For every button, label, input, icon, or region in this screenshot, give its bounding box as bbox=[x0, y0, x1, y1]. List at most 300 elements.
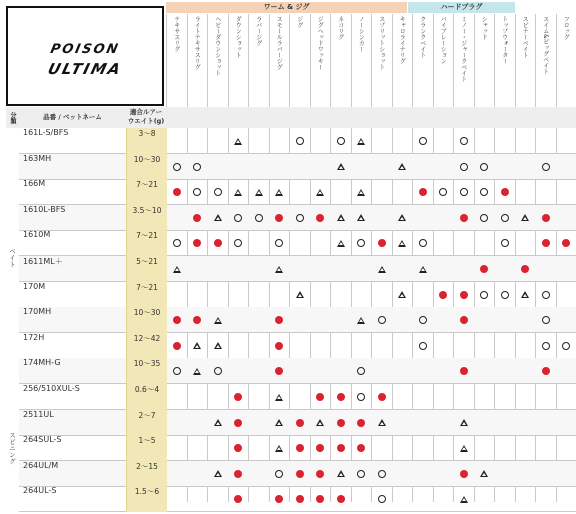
suitability-cell bbox=[208, 358, 227, 384]
suitability-cell bbox=[352, 256, 371, 282]
suitability-cell bbox=[413, 230, 432, 256]
suitability-cell bbox=[516, 128, 535, 154]
red-dot-icon bbox=[337, 393, 345, 401]
triangle-icon bbox=[193, 368, 201, 375]
suitability-cell bbox=[229, 128, 248, 154]
suitability-cell bbox=[229, 358, 248, 384]
column-header bbox=[187, 14, 208, 102]
suitability-cell bbox=[495, 384, 514, 410]
suitability-cell bbox=[393, 461, 412, 487]
triangle-icon bbox=[357, 138, 365, 145]
suitability-cell bbox=[188, 486, 207, 512]
suitability-cell bbox=[208, 179, 227, 205]
model-name: 264UL-S bbox=[23, 486, 57, 496]
suitability-cell bbox=[372, 128, 391, 154]
suitability-cell bbox=[352, 230, 371, 256]
suitability-cell bbox=[208, 435, 227, 461]
suitability-cell bbox=[249, 307, 268, 333]
column-header bbox=[556, 14, 576, 102]
suitability-cell bbox=[495, 461, 514, 487]
lure-weight: 0.6～4 bbox=[126, 384, 167, 410]
suitability-cell bbox=[270, 435, 289, 461]
column-header bbox=[289, 14, 310, 102]
column-header bbox=[371, 14, 392, 102]
suitability-cell bbox=[434, 358, 453, 384]
circle-icon bbox=[173, 367, 181, 375]
suitability-cell bbox=[495, 256, 514, 282]
lure-weight: 10～35 bbox=[126, 358, 167, 384]
suitability-cell bbox=[167, 230, 186, 256]
suitability-cell bbox=[536, 333, 555, 359]
suitability-cell bbox=[229, 410, 248, 436]
suitability-cell bbox=[495, 435, 514, 461]
lure-weight: 2～7 bbox=[126, 410, 167, 436]
suitability-cell bbox=[393, 128, 412, 154]
suitability-cell bbox=[516, 435, 535, 461]
suitability-cell bbox=[229, 282, 248, 308]
circle-icon bbox=[255, 214, 263, 222]
suitability-cell bbox=[229, 154, 248, 180]
table-row bbox=[19, 410, 576, 436]
suitability-cell bbox=[475, 256, 494, 282]
suitability-cell bbox=[516, 205, 535, 231]
suitability-cell bbox=[536, 384, 555, 410]
suitability-cell bbox=[331, 486, 350, 512]
suitability-cell bbox=[270, 358, 289, 384]
suitability-cell bbox=[331, 358, 350, 384]
suitability-cell bbox=[167, 410, 186, 436]
suitability-cell bbox=[557, 461, 576, 487]
suitability-cell bbox=[536, 358, 555, 384]
model-name: 256/510XUL-S bbox=[23, 384, 80, 393]
suitability-cell bbox=[311, 358, 330, 384]
circle-icon bbox=[173, 239, 181, 247]
suitability-cell bbox=[331, 333, 350, 359]
suitability-cell bbox=[434, 333, 453, 359]
lure-weight: 3.5～10 bbox=[126, 205, 167, 231]
suitability-cell bbox=[372, 410, 391, 436]
logo bbox=[6, 6, 164, 106]
suitability-cell bbox=[208, 230, 227, 256]
circle-icon bbox=[337, 137, 345, 145]
suitability-cell bbox=[270, 282, 289, 308]
suitability-cell bbox=[208, 410, 227, 436]
triangle-icon bbox=[255, 189, 263, 196]
suitability-cell bbox=[352, 333, 371, 359]
suitability-cell bbox=[331, 128, 350, 154]
suitability-cell bbox=[331, 179, 350, 205]
suitability-cell bbox=[495, 230, 514, 256]
red-dot-icon bbox=[542, 239, 550, 247]
suitability-cell bbox=[454, 333, 473, 359]
red-dot-icon bbox=[337, 444, 345, 452]
suitability-cell bbox=[188, 358, 207, 384]
suitability-cell bbox=[434, 435, 453, 461]
suitability-cell bbox=[311, 154, 330, 180]
category-bait: ベイト bbox=[8, 248, 16, 268]
suitability-cell bbox=[413, 307, 432, 333]
suitability-cell bbox=[516, 410, 535, 436]
suitability-cell bbox=[536, 282, 555, 308]
suitability-cell bbox=[475, 230, 494, 256]
suitability-cell bbox=[270, 410, 289, 436]
table-row bbox=[19, 384, 576, 410]
triangle-icon bbox=[357, 317, 365, 324]
suitability-cell bbox=[557, 384, 576, 410]
red-dot-icon bbox=[296, 495, 304, 503]
column-header-label: スピナーベイト bbox=[521, 16, 529, 58]
triangle-icon bbox=[234, 138, 242, 145]
suitability-cell bbox=[454, 435, 473, 461]
suitability-cell bbox=[454, 461, 473, 487]
suitability-cell bbox=[352, 179, 371, 205]
triangle-icon bbox=[521, 291, 529, 298]
triangle-icon bbox=[378, 419, 386, 426]
red-dot-icon bbox=[316, 214, 324, 222]
suitability-cell bbox=[475, 486, 494, 512]
suitability-cell bbox=[393, 154, 412, 180]
red-dot-icon bbox=[214, 239, 222, 247]
suitability-cell bbox=[372, 333, 391, 359]
column-header bbox=[392, 14, 413, 102]
column-header-label: スモールラバージグ bbox=[275, 16, 283, 70]
suitability-cell bbox=[167, 307, 186, 333]
circle-icon bbox=[214, 367, 222, 375]
suitability-cell bbox=[229, 384, 248, 410]
triangle-icon bbox=[214, 470, 222, 477]
suitability-cell bbox=[290, 333, 309, 359]
red-dot-icon bbox=[460, 367, 468, 375]
suitability-cell bbox=[290, 179, 309, 205]
triangle-icon bbox=[521, 214, 529, 221]
triangle-icon bbox=[460, 445, 468, 452]
suitability-cell bbox=[495, 333, 514, 359]
suitability-cell bbox=[208, 307, 227, 333]
column-header bbox=[207, 14, 228, 102]
suitability-cell bbox=[229, 435, 248, 461]
triangle-icon bbox=[214, 419, 222, 426]
table-row bbox=[19, 256, 576, 282]
suitability-cell bbox=[475, 282, 494, 308]
suitability-cell bbox=[249, 128, 268, 154]
triangle-icon bbox=[275, 394, 283, 401]
suitability-cell bbox=[475, 128, 494, 154]
suitability-cell bbox=[393, 410, 412, 436]
column-header bbox=[453, 14, 474, 102]
triangle-icon bbox=[275, 189, 283, 196]
suitability-cell bbox=[434, 486, 453, 512]
column-header-label: クランクベイト bbox=[418, 16, 426, 58]
triangle-icon bbox=[398, 163, 406, 170]
suitability-cell bbox=[290, 410, 309, 436]
circle-icon bbox=[480, 163, 488, 171]
suitability-cell bbox=[454, 128, 473, 154]
red-dot-icon bbox=[275, 367, 283, 375]
suitability-cell bbox=[372, 282, 391, 308]
column-header-label: テキサスリグ bbox=[172, 16, 180, 52]
suitability-cell bbox=[454, 256, 473, 282]
suitability-cell bbox=[249, 205, 268, 231]
red-dot-icon bbox=[173, 342, 181, 350]
suitability-cell bbox=[475, 179, 494, 205]
suitability-cell bbox=[270, 486, 289, 512]
suitability-cell bbox=[331, 282, 350, 308]
triangle-icon bbox=[398, 240, 406, 247]
table-row bbox=[19, 435, 576, 461]
suitability-cell bbox=[475, 384, 494, 410]
red-dot-icon bbox=[521, 265, 529, 273]
triangle-icon bbox=[234, 189, 242, 196]
suitability-cell bbox=[413, 486, 432, 512]
suitability-cell bbox=[270, 384, 289, 410]
circle-icon bbox=[562, 342, 570, 350]
suitability-cell bbox=[536, 307, 555, 333]
suitability-cell bbox=[311, 256, 330, 282]
suitability-cell bbox=[557, 256, 576, 282]
triangle-icon bbox=[460, 496, 468, 503]
suitability-cell bbox=[311, 333, 330, 359]
red-dot-icon bbox=[439, 291, 447, 299]
lure-weight: 7～21 bbox=[126, 230, 167, 256]
group-hard-plug: ハードプラグ bbox=[408, 2, 515, 13]
red-dot-icon bbox=[562, 239, 570, 247]
suitability-cell bbox=[229, 333, 248, 359]
column-header bbox=[535, 14, 556, 102]
circle-icon bbox=[480, 188, 488, 196]
table-row bbox=[19, 358, 576, 384]
logo-line-2: ULTIMA bbox=[45, 60, 125, 78]
table-row bbox=[19, 154, 576, 180]
suitability-cell bbox=[331, 384, 350, 410]
red-dot-icon bbox=[357, 419, 365, 427]
suitability-cell bbox=[413, 461, 432, 487]
suitability-cell bbox=[290, 435, 309, 461]
suitability-cell bbox=[536, 486, 555, 512]
suitability-cell bbox=[434, 307, 453, 333]
suitability-cell bbox=[270, 205, 289, 231]
suitability-cell bbox=[454, 154, 473, 180]
red-dot-icon bbox=[542, 367, 550, 375]
circle-icon bbox=[234, 239, 242, 247]
suitability-cell bbox=[352, 282, 371, 308]
column-header-label: スイム&ビッグベイト bbox=[541, 16, 549, 75]
suitability-cell bbox=[434, 256, 453, 282]
suitability-cell bbox=[434, 282, 453, 308]
suitability-cell bbox=[413, 282, 432, 308]
table-row bbox=[19, 461, 576, 487]
circle-icon bbox=[173, 163, 181, 171]
suitability-cell bbox=[331, 256, 350, 282]
model-name: 166M bbox=[23, 179, 46, 189]
circle-icon bbox=[480, 291, 488, 299]
suitability-cell bbox=[434, 461, 453, 487]
suitability-cell bbox=[495, 154, 514, 180]
red-dot-icon bbox=[378, 239, 386, 247]
column-header bbox=[433, 14, 454, 102]
red-dot-icon bbox=[337, 419, 345, 427]
model-header: 品番 / ベットネーム bbox=[43, 113, 102, 121]
suitability-cell bbox=[167, 333, 186, 359]
column-header bbox=[269, 14, 290, 102]
model-name: 170MH bbox=[23, 307, 52, 317]
triangle-icon bbox=[214, 317, 222, 324]
model-name: 1611ML＋ bbox=[23, 257, 63, 266]
suitability-cell bbox=[290, 282, 309, 308]
suitability-cell bbox=[475, 205, 494, 231]
circle-icon bbox=[296, 137, 304, 145]
column-header-label: ノーシンカー bbox=[357, 16, 365, 52]
suitability-cell bbox=[270, 333, 289, 359]
circle-icon bbox=[296, 214, 304, 222]
suitability-cell bbox=[413, 435, 432, 461]
suitability-cell bbox=[475, 307, 494, 333]
circle-icon bbox=[378, 316, 386, 324]
suitability-cell bbox=[454, 230, 473, 256]
triangle-icon bbox=[337, 214, 345, 221]
suitability-cell bbox=[372, 307, 391, 333]
suitability-cell bbox=[167, 435, 186, 461]
suitability-cell bbox=[208, 461, 227, 487]
suitability-cell bbox=[434, 230, 453, 256]
triangle-icon bbox=[193, 342, 201, 349]
column-header-label: スプリットショット bbox=[377, 16, 385, 70]
suitability-cell bbox=[311, 205, 330, 231]
suitability-cell bbox=[208, 282, 227, 308]
suitability-cell bbox=[434, 128, 453, 154]
suitability-cell bbox=[290, 230, 309, 256]
suitability-cell bbox=[249, 410, 268, 436]
lure-weight: 1.5～6 bbox=[126, 486, 167, 512]
suitability-cell bbox=[557, 410, 576, 436]
suitability-cell bbox=[352, 384, 371, 410]
suitability-cell bbox=[516, 461, 535, 487]
suitability-cell bbox=[516, 486, 535, 512]
suitability-cell bbox=[516, 307, 535, 333]
triangle-icon bbox=[460, 419, 468, 426]
column-header bbox=[310, 14, 331, 102]
red-dot-icon bbox=[193, 239, 201, 247]
suitability-cell bbox=[229, 256, 248, 282]
column-header bbox=[474, 14, 495, 102]
red-dot-icon bbox=[480, 265, 488, 273]
suitability-cell bbox=[311, 461, 330, 487]
column-header bbox=[330, 14, 351, 102]
suitability-cell bbox=[495, 128, 514, 154]
suitability-cell bbox=[352, 358, 371, 384]
suitability-cell bbox=[434, 384, 453, 410]
suitability-cell bbox=[167, 461, 186, 487]
red-dot-icon bbox=[275, 495, 283, 503]
circle-icon bbox=[439, 188, 447, 196]
suitability-cell bbox=[311, 435, 330, 461]
suitability-cell bbox=[536, 179, 555, 205]
lure-weight-header: 適合ルアー ウエイト(g) bbox=[127, 108, 165, 125]
suitability-cell bbox=[475, 333, 494, 359]
suitability-cell bbox=[454, 358, 473, 384]
category-header: 分類 bbox=[9, 111, 16, 124]
suitability-cell bbox=[536, 461, 555, 487]
red-dot-icon bbox=[275, 316, 283, 324]
red-dot-icon bbox=[275, 342, 283, 350]
suitability-cell bbox=[475, 461, 494, 487]
model-name: 1610M bbox=[23, 230, 51, 240]
suitability-cell bbox=[167, 358, 186, 384]
suitability-cell bbox=[270, 461, 289, 487]
model-name: 172H bbox=[23, 332, 45, 342]
triangle-icon bbox=[398, 291, 406, 298]
suitability-cell bbox=[434, 410, 453, 436]
suitability-cell bbox=[352, 128, 371, 154]
red-dot-icon bbox=[173, 316, 181, 324]
suitability-cell bbox=[270, 128, 289, 154]
circle-icon bbox=[480, 214, 488, 222]
circle-icon bbox=[357, 393, 365, 401]
column-header-label: ラバージグ bbox=[254, 16, 262, 46]
suitability-cell bbox=[557, 154, 576, 180]
red-dot-icon bbox=[296, 444, 304, 452]
suitability-cell bbox=[413, 333, 432, 359]
suitability-cell bbox=[290, 384, 309, 410]
suitability-cell bbox=[495, 358, 514, 384]
red-dot-icon bbox=[316, 393, 324, 401]
suitability-cell bbox=[331, 154, 350, 180]
suitability-cell bbox=[352, 410, 371, 436]
circle-icon bbox=[542, 291, 550, 299]
suitability-cell bbox=[311, 410, 330, 436]
suitability-cell bbox=[393, 256, 412, 282]
red-dot-icon bbox=[234, 470, 242, 478]
circle-icon bbox=[275, 239, 283, 247]
table-row bbox=[19, 205, 576, 231]
column-header bbox=[515, 14, 536, 102]
table-row bbox=[19, 230, 576, 256]
suitability-cell bbox=[229, 205, 248, 231]
model-name: 264UL/M bbox=[23, 460, 59, 470]
column-header-label: トップウォーター bbox=[500, 16, 508, 64]
suitability-cell bbox=[372, 486, 391, 512]
triangle-icon bbox=[214, 214, 222, 221]
suitability-cell bbox=[393, 486, 412, 512]
suitability-cell bbox=[557, 333, 576, 359]
column-header bbox=[248, 14, 269, 102]
suitability-cell bbox=[495, 282, 514, 308]
suitability-cell bbox=[290, 461, 309, 487]
triangle-icon bbox=[480, 470, 488, 477]
triangle-icon bbox=[214, 342, 222, 349]
red-dot-icon bbox=[234, 419, 242, 427]
circle-icon bbox=[542, 163, 550, 171]
suitability-cell bbox=[454, 384, 473, 410]
lure-weight: 10～30 bbox=[126, 307, 167, 333]
model-name: 2511UL bbox=[23, 409, 54, 419]
suitability-cell bbox=[475, 154, 494, 180]
suitability-cell bbox=[454, 307, 473, 333]
category-spinning: スピニング bbox=[8, 431, 16, 465]
suitability-cell bbox=[413, 128, 432, 154]
suitability-cell bbox=[372, 205, 391, 231]
red-dot-icon bbox=[337, 495, 345, 503]
column-header-label: シャッド bbox=[480, 16, 488, 40]
suitability-cell bbox=[557, 486, 576, 512]
triangle-icon bbox=[398, 214, 406, 221]
suitability-cell bbox=[188, 461, 207, 487]
logo-line-1: POISON bbox=[49, 42, 121, 57]
suitability-cell bbox=[188, 410, 207, 436]
suitability-cell bbox=[516, 230, 535, 256]
table-row bbox=[19, 486, 576, 512]
triangle-icon bbox=[337, 240, 345, 247]
suitability-cell bbox=[270, 307, 289, 333]
